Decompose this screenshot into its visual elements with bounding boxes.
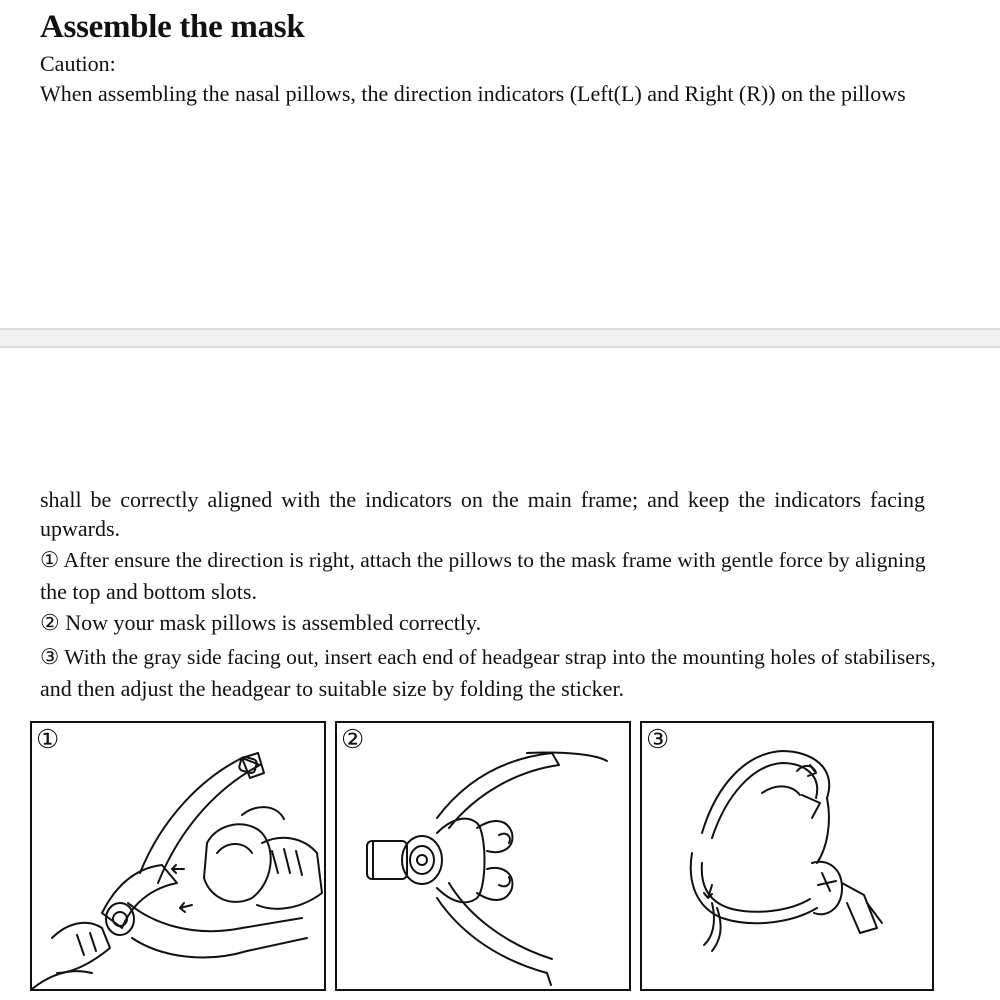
caution-text-line-1: When assembling the nasal pillows, the direction indicators (Left(L) and Right (R)) on the pillows bbox=[40, 81, 906, 106]
step-1-text-line-2: the top and bottom slots. bbox=[40, 579, 257, 604]
caution-text-line-3: upwards. bbox=[40, 516, 121, 541]
page-title: Assemble the mask bbox=[40, 9, 305, 45]
figure-2-illustration bbox=[337, 723, 629, 989]
step-3-text-line-2: and then adjust the headgear to suitable size by folding the sticker. bbox=[40, 676, 625, 701]
page-top-section bbox=[0, 0, 1000, 328]
step-2-text: ② Now your mask pillows is assembled correctly. bbox=[40, 610, 482, 635]
step-3-text-line-1: ③ With the gray side facing out, insert each end of headgear strap into the mounting holes of stabilisers, bbox=[40, 645, 936, 669]
step-1-text-line-1: ① After ensure the direction is right, attach the pillows to the mask frame with gentle force by aligning bbox=[40, 548, 926, 572]
figure-2-number: ② bbox=[341, 725, 365, 754]
figure-3-panel bbox=[640, 721, 934, 991]
caution-text-line-2: shall be correctly aligned with the indicators on the main frame; and keep the indicators facing bbox=[40, 487, 925, 512]
figure-1-panel bbox=[30, 721, 326, 991]
caution-label: Caution: bbox=[40, 51, 116, 76]
figure-3-illustration bbox=[642, 723, 932, 989]
figure-2-panel bbox=[335, 721, 631, 991]
page-break-divider bbox=[0, 328, 1000, 348]
figure-1-number: ① bbox=[36, 725, 60, 754]
figure-1-illustration bbox=[32, 723, 324, 989]
figure-3-number: ③ bbox=[646, 725, 670, 754]
